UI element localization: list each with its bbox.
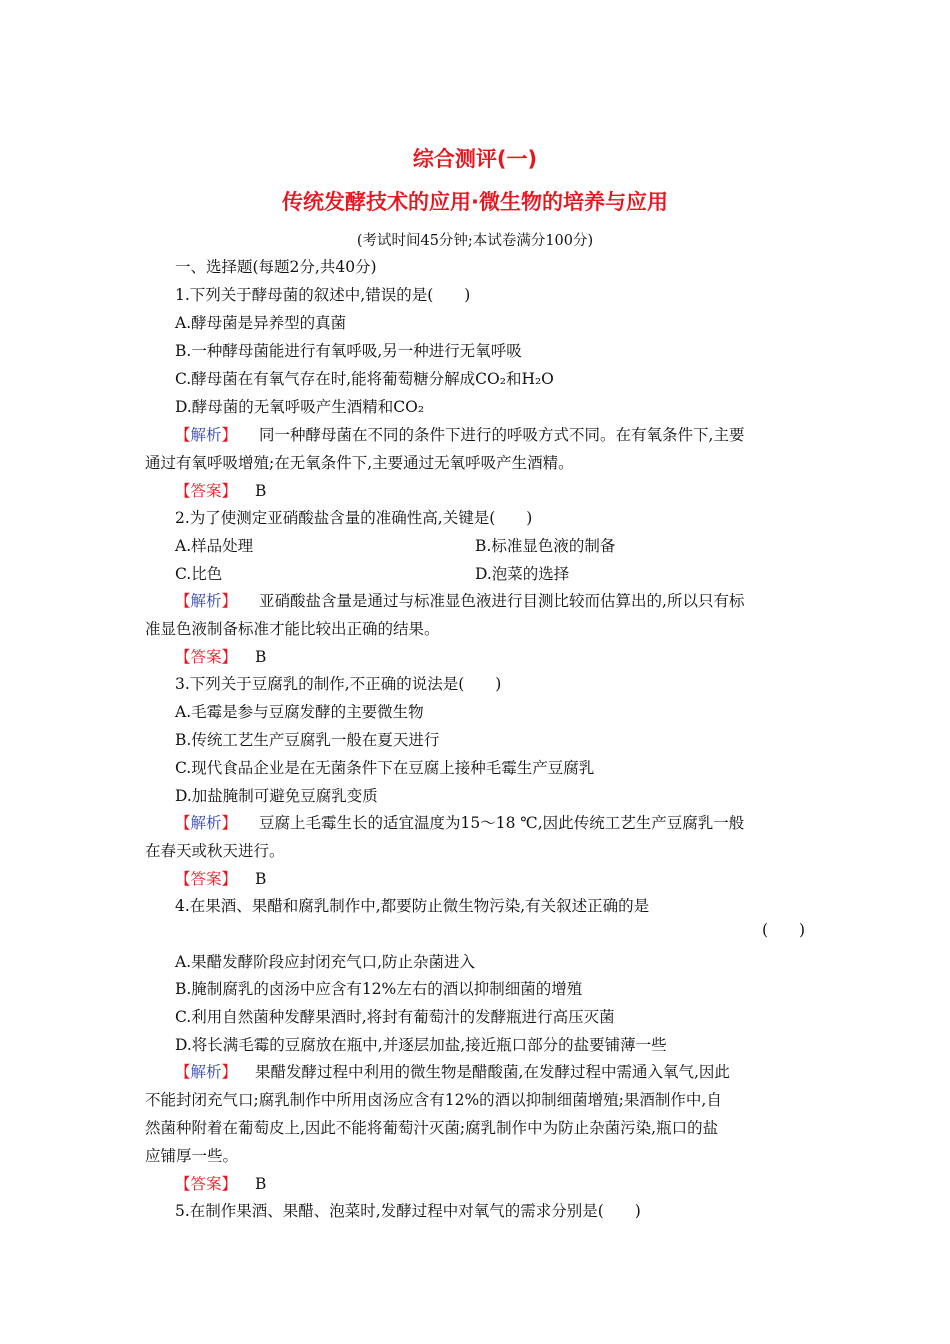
question-3-stem: 3.下列关于豆腐乳的制作,不正确的说法是( ) <box>175 675 502 693</box>
question-3-option-d: D.加盐腌制可避免豆腐乳变质 <box>175 787 378 805</box>
question-1-option-b: B.一种酵母菌能进行有氧呼吸,另一种进行无氧呼吸 <box>175 342 522 360</box>
question-4-option-d: D.将长满毛霉的豆腐放在瓶中,并逐层加盐,接近瓶口部分的盐要铺薄一些 <box>175 1036 667 1054</box>
question-4-option-b: B.腌制腐乳的卤汤中应含有12%左右的酒以抑制细菌的增殖 <box>175 980 583 998</box>
question-1-answer: 【答案】 B <box>175 482 267 500</box>
analysis-label: 解析 <box>190 592 222 610</box>
question-3-analysis: 【解析】 豆腐上毛霉生长的适宜温度为15～18 ℃,因此传统工艺生产豆腐乳一般 <box>175 814 745 832</box>
analysis-label: 解析 <box>190 1063 222 1081</box>
answer-label: 答案 <box>190 1175 222 1193</box>
question-3-option-b: B.传统工艺生产豆腐乳一般在夏天进行 <box>175 731 440 749</box>
question-1-analysis-cont: 通过有氧呼吸增殖;在无氧条件下,主要通过无氧呼吸产生酒精。 <box>145 454 574 472</box>
answer-label: 答案 <box>190 482 222 500</box>
question-1-analysis: 【解析】 同一种酵母菌在不同的条件下进行的呼吸方式不同。在有氧条件下,主要 <box>175 426 745 444</box>
question-1-option-d: D.酵母菌的无氧呼吸产生酒精和CO₂ <box>175 398 425 416</box>
section-heading: 一、选择题(每题2分,共40分) <box>175 258 377 276</box>
question-4-option-a: A.果醋发酵阶段应封闭充气口,防止杂菌进入 <box>175 953 476 971</box>
question-2-answer: 【答案】 B <box>175 648 267 666</box>
page-title: 综合测评(一) <box>412 147 538 171</box>
question-4-analysis-cont-2: 然菌种附着在葡萄皮上,因此不能将葡萄汁灭菌;腐乳制作中为防止杂菌污染,瓶口的盐 <box>145 1119 719 1137</box>
question-3-option-a: A.毛霉是参与豆腐发酵的主要微生物 <box>175 703 424 721</box>
question-2-analysis: 【解析】 亚硝酸盐含量是通过与标准显色液进行目测比较而估算出的,所以只有标 <box>175 592 745 610</box>
page-subtitle: 传统发酵技术的应用·微生物的培养与应用 <box>282 190 668 214</box>
question-2-option-a: A.样品处理 <box>175 537 254 555</box>
question-4-analysis-cont-1: 不能封闭充气口;腐乳制作中所用卤汤应含有12%的酒以抑制细菌增殖;果酒制作中,自 <box>145 1091 722 1109</box>
question-3-answer: 【答案】 B <box>175 870 267 888</box>
question-2-analysis-cont: 准显色液制备标准才能比较出正确的结果。 <box>145 620 440 638</box>
question-4-option-c: C.利用自然菌种发酵果酒时,将封有葡萄汁的发酵瓶进行高压灭菌 <box>175 1008 615 1026</box>
answer-label: 答案 <box>190 870 222 888</box>
analysis-label: 解析 <box>190 426 222 444</box>
question-1-stem: 1.下列关于酵母菌的叙述中,错误的是( ) <box>175 286 471 304</box>
question-4-analysis-cont-3: 应铺厚一些。 <box>145 1147 239 1165</box>
question-2-option-c: C.比色 <box>175 565 223 583</box>
question-2-option-d: D.泡菜的选择 <box>475 565 570 583</box>
answer-label: 答案 <box>190 648 222 666</box>
question-1-option-a: A.酵母菌是异养型的真菌 <box>175 314 347 332</box>
question-3-option-c: C.现代食品企业是在无菌条件下在豆腐上接种毛霉生产豆腐乳 <box>175 759 595 777</box>
exam-info: (考试时间45分钟;本试卷满分100分) <box>356 233 594 249</box>
analysis-label: 解析 <box>190 814 222 832</box>
question-4-analysis: 【解析】 果醋发酵过程中利用的微生物是醋酸菌,在发酵过程中需通入氧气,因此 <box>175 1063 730 1081</box>
question-4-answer-paren: ( ) <box>762 921 806 939</box>
question-4-stem: 4.在果酒、果醋和腐乳制作中,都要防止微生物污染,有关叙述正确的是 <box>175 897 650 915</box>
question-1-option-c: C.酵母菌在有氧气存在时,能将葡萄糖分解成CO₂和H₂O <box>175 370 554 388</box>
question-3-analysis-cont: 在春天或秋天进行。 <box>145 842 285 860</box>
question-2-stem: 2.为了使测定亚硝酸盐含量的准确性高,关键是( ) <box>175 509 533 527</box>
question-4-answer: 【答案】 B <box>175 1175 267 1193</box>
question-2-option-b: B.标准显色液的制备 <box>475 537 616 555</box>
question-5-stem: 5.在制作果酒、果醋、泡菜时,发酵过程中对氧气的需求分别是( ) <box>175 1202 641 1220</box>
